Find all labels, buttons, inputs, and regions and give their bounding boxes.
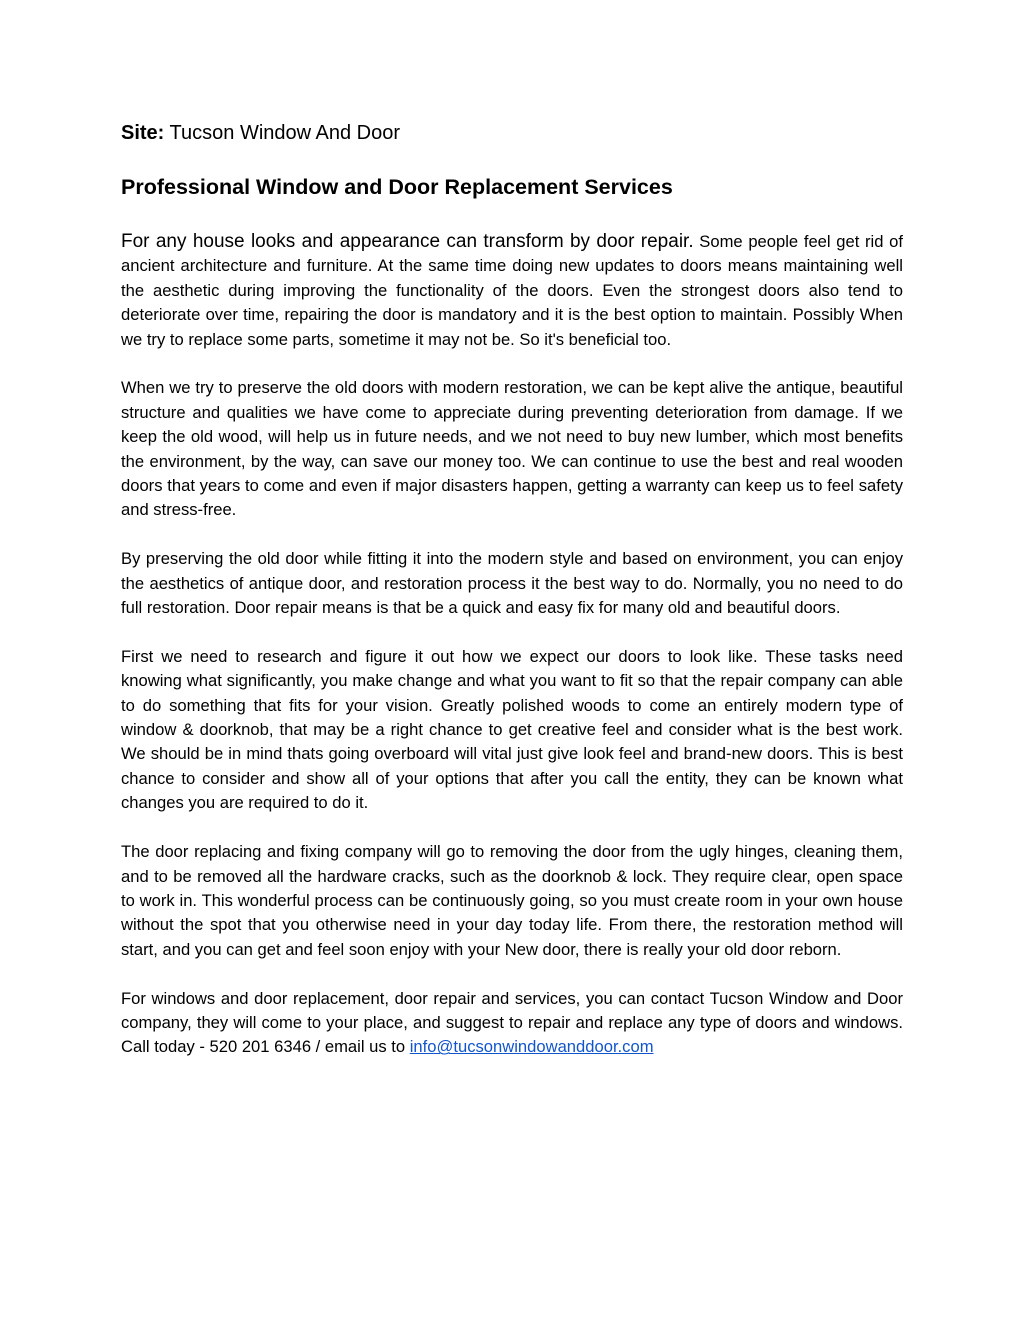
paragraph-4: First we need to research and figure it out how we expect our doors to look like. These tasks need knowing what significantly, you make change and what you want to fit so that the repair company can able to do something that fits for your vision. Greatly polished woods to come an entirely modern type of window & doorknob, that may be a right chance to get creative feel and consider what is the best work. We should be in mind thats going overboard will vital just give look feel and brand-new doors. This is best chance to consider and show all of your options that after you call the entity, they can be known what changes you are required to do it. [121,646,903,813]
paragraph-6 [121,987,903,1060]
document-page [121,118,903,1060]
paragraph-1 [121,230,903,352]
paragraph-1-body: Some people feel get rid of ancient architecture and furniture. At the same time doing new updates to doors means maintaining well the aesthetic during improving the functionality of the doors. Even the strongest doors also tend to deteriorate over time, repairing the door is mandatory and it is the best option to maintain. Possibly When we try to replace some parts, sometime it may not be. So it's beneficial too. [121,232,903,349]
paragraph-5: The door replacing and fixing company will go to removing the door from the ugly hinges, cleaning them, and to be removed all the hardware cracks, such as the doorknob & lock. They require clear, open space to work in. This wonderful process can be continuously going, so you must create room in your own house without the spot that you otherwise need in your day today life. From there, the restoration method will start, and you can get and feel soon enjoy with your New door, there is really your old door reborn. [121,842,903,959]
site-line [121,118,903,148]
paragraph-2: When we try to preserve the old doors with modern restoration, we can be kept alive the antique, beautiful structure and qualities we have come to appreciate during preventing deterioration from damage. If we keep the old wood, will help us in future needs, and we not need to buy new lumber, which most benefits the environment, by the way, can save our money too. We can continue to use the best and real wooden doors that years to come and even if major disasters happen, getting a warranty can keep us to feel safety and stress-free. [121,378,903,520]
paragraph-1-lead: For any house looks and appearance can transform by door repair. [121,231,694,252]
paragraph-6-body: For windows and door replacement, door repair and services, you can contact Tucson Window and Door company, they will come to your place, and suggest to repair and replace any type of doors and windows. Call today - 520 201 6346 / email us to [121,988,903,1057]
site-name: Tucson Window And Door [169,122,401,144]
paragraph-3: By preserving the old door while fitting it into the modern style and based on environment, you can enjoy the aesthetics of antique door, and restoration process it the best way to do. Normally, you no need to do full restoration. Door repair means is that be a quick and easy fix for many old and beautiful doors. [121,549,903,618]
site-label: Site: [121,122,165,144]
email-link[interactable]: info@tucsonwindowanddoor.com [409,1037,654,1057]
page-title: Professional Window and Door Replacement Services [121,175,673,199]
